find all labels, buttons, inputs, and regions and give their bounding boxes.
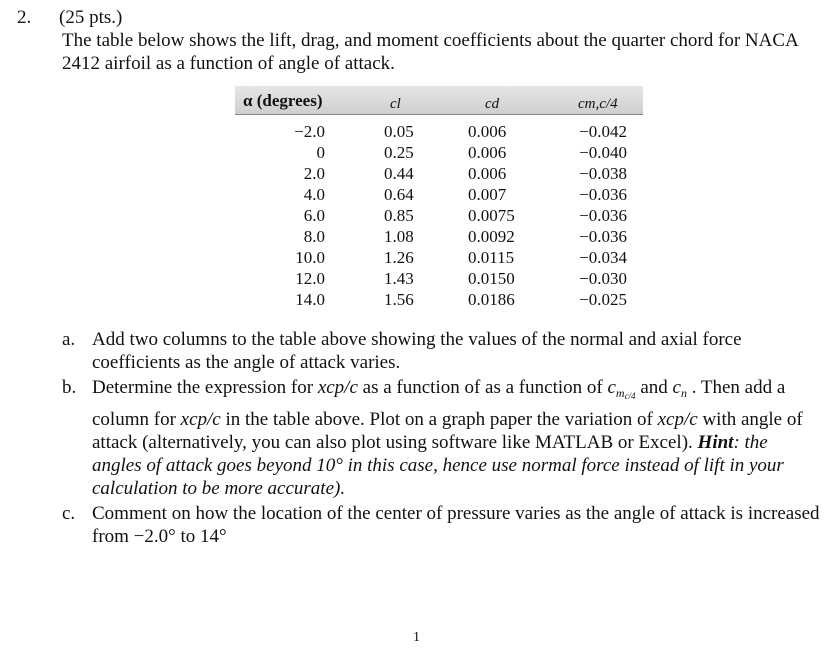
question-b-and: and (635, 377, 673, 398)
cell-cl: 0.05 (384, 122, 414, 141)
cell-cm: −0.038 (579, 164, 627, 183)
cell-alpha: 14.0 (295, 290, 325, 309)
page-number: 1 (413, 630, 420, 645)
header-cl: cl (390, 96, 401, 112)
cell-cl: 1.26 (384, 248, 414, 267)
xcp-ratio: xcp/c (317, 377, 358, 398)
cm-subscript: m (615, 386, 625, 400)
cell-cm: −0.025 (579, 290, 627, 309)
question-b-text-3: . Then add a column for (92, 377, 786, 430)
problem-number: 2. (17, 7, 32, 28)
table-header (235, 86, 643, 114)
cell-alpha: 8.0 (303, 227, 325, 246)
cm-subsubscript: c/4 (624, 391, 636, 401)
table-row (235, 121, 643, 142)
cell-cd: 0.0115 (468, 248, 515, 267)
problem-intro: The table below shows the lift, drag, and moment coefficients about the quarter chord for NACA 2412 airfoil as a function of angle of attack. (62, 30, 798, 74)
cell-cd: 0.0075 (468, 206, 515, 225)
question-a-text: Add two columns to the table above showing the values of the normal and axial force coefficients as the angle of attack varies. (92, 329, 742, 373)
question-b-text-5: with angle of attack (alternatively, you can also plot using software like MATLAB or Excel). (92, 409, 803, 453)
cell-cl: 0.25 (384, 143, 414, 162)
question-list (62, 328, 822, 550)
problem-header (17, 6, 817, 29)
cell-cm: −0.030 (579, 269, 627, 288)
cell-cl: 1.43 (384, 269, 414, 288)
cell-cd: 0.006 (468, 143, 507, 162)
cell-alpha: 10.0 (295, 248, 325, 267)
header-cm: cm,c/4 (578, 96, 618, 112)
cell-cd: 0.007 (468, 185, 507, 204)
table-row (235, 163, 643, 184)
table-body (235, 121, 643, 310)
xcp-ratio: xcp/c (180, 409, 221, 430)
cell-alpha: 2.0 (303, 164, 325, 183)
cell-cl: 1.56 (384, 290, 414, 309)
cn-symbol: c (672, 377, 681, 398)
cell-cm: −0.042 (579, 122, 627, 141)
cn-subscript: n (680, 386, 687, 400)
cell-cm: −0.040 (579, 143, 627, 162)
cell-cd: 0.0092 (468, 227, 515, 246)
cell-cm: −0.036 (579, 227, 627, 246)
cell-cm: −0.036 (579, 185, 627, 204)
cell-alpha: 0 (316, 143, 325, 162)
table-row (235, 142, 643, 163)
cell-cd: 0.006 (468, 122, 507, 141)
header-alpha: α (degrees) (243, 91, 323, 110)
coefficient-table (235, 86, 643, 310)
cell-cd: 0.006 (468, 164, 507, 183)
cell-alpha: 12.0 (295, 269, 325, 288)
cell-cm: −0.036 (579, 206, 627, 225)
table-row (235, 184, 643, 205)
hint-text: : the angles of attack goes beyond 10° in this case, hence use normal force instead of lift in your calculation to be more accurate). (92, 432, 784, 499)
question-a-label: a. (62, 329, 76, 350)
cell-alpha: 6.0 (303, 206, 325, 225)
cell-cm: −0.034 (579, 248, 627, 267)
table-row (235, 289, 643, 310)
cell-cd: 0.0150 (468, 269, 515, 288)
question-c-text: Comment on how the location of the center of pressure varies as the angle of attack is increased from −2.0° to 14° (92, 503, 820, 547)
cm-symbol: c (607, 377, 616, 398)
question-b-text-2: as a function of as a function of (357, 377, 608, 398)
question-b-text-4: in the table above. Plot on a graph paper the variation of (220, 409, 658, 430)
problem-points: (25 pts.) (59, 7, 123, 28)
question-c (62, 502, 822, 548)
table-row (235, 226, 643, 247)
table-row (235, 205, 643, 226)
cell-alpha: −2.0 (294, 122, 325, 141)
cell-cd: 0.0186 (468, 290, 515, 309)
table-row (235, 247, 643, 268)
question-b-text-1: Determine the expression for (92, 377, 318, 398)
cell-cl: 0.44 (384, 164, 414, 183)
question-b (62, 376, 822, 500)
question-a (62, 328, 822, 374)
cell-cl: 1.08 (384, 227, 414, 246)
header-cd: cd (485, 96, 500, 112)
xcp-ratio: xcp/c (657, 409, 698, 430)
cell-alpha: 4.0 (303, 185, 325, 204)
hint-label: Hint (697, 432, 734, 453)
cell-cl: 0.85 (384, 206, 414, 225)
cell-cl: 0.64 (384, 185, 414, 204)
question-c-label: c. (62, 503, 76, 524)
table-row (235, 268, 643, 289)
question-b-label: b. (62, 377, 77, 398)
